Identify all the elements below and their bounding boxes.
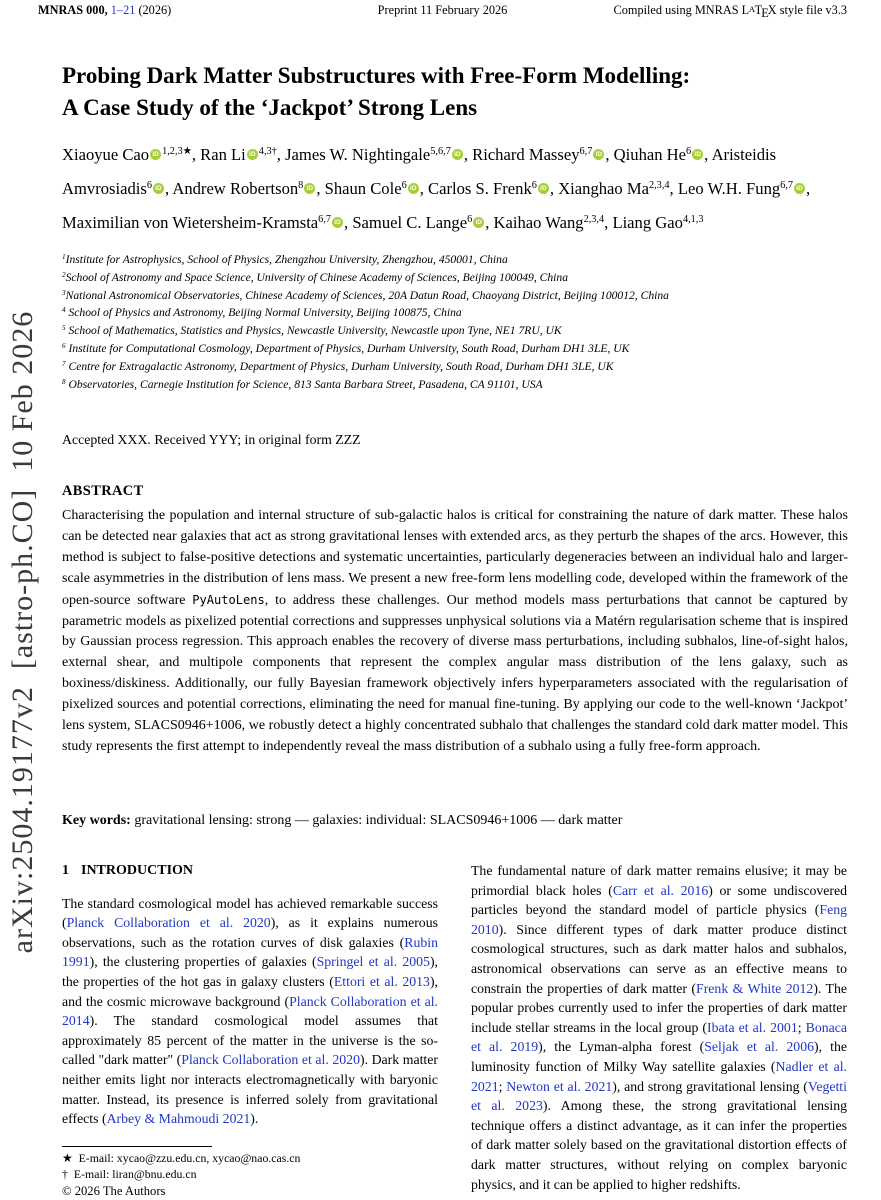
author: Kaihao Wang$^{2,3,4}$,	[493, 213, 613, 232]
author	[612, 213, 703, 232]
text-run: The standard cosmological model has achieved remarkable success (	[62, 895, 438, 931]
author-name: Maximilian von Wietersheim-Kramsta	[62, 213, 319, 232]
affiliation: $^3$National Astronomical Observatories, Chinese Academy of Sciences, 20A Datun Road, Chaoyang District, Beijing 100012, China	[62, 288, 669, 302]
keywords-text: gravitational lensing: strong — galaxies: individual: SLACS0946+1006 — dark matter	[130, 813, 623, 828]
text-run: ), the luminosity function of Milky Way satellite galaxies (	[471, 1039, 847, 1074]
code-text: PyAutoLens	[192, 592, 265, 607]
author-name: Samuel C. Lange	[352, 213, 468, 232]
affiliation-number: 3	[62, 288, 66, 297]
journal-ref	[38, 3, 378, 18]
affiliation: $^1$Institute for Astrophysics, School of Physics, Zhengzhou University, Zhengzhou, 450001, China	[62, 253, 508, 266]
author-affil-sup: 8	[298, 180, 304, 192]
author-affil-sup: 1,2,3★	[162, 146, 192, 158]
affiliation: $^6$ Institute for Computational Cosmology, Department of Physics, Durham University, South Road, Durham DH1 3LE, UK	[62, 341, 630, 355]
affiliation: $^8$ Observatories, Carnegie Institution for Science, 813 Santa Barbara Street, Pasadena, CA 91101, USA	[62, 377, 543, 391]
author-name: Liang Gao	[612, 213, 683, 232]
text-run: ;	[498, 1078, 507, 1094]
right-column	[471, 861, 847, 1194]
abstract-heading: ABSTRACT	[62, 483, 144, 499]
author: Andrew Robertson$^8$ iD ,	[172, 179, 325, 198]
affiliation: $^4$ School of Physics and Astronomy, Beijing Normal University, Beijing 100875, China	[62, 306, 462, 320]
citation-link[interactable]: Vegetti et al. 2023	[471, 1078, 847, 1114]
citation-link[interactable]: Rubin 1991	[62, 934, 438, 970]
author-affil-sup: 6,7	[780, 180, 794, 192]
author-name: Xianghao Ma	[558, 179, 649, 198]
footnote-email-2	[62, 1167, 438, 1183]
affiliation-number: 1	[62, 253, 66, 262]
author-list	[62, 139, 852, 241]
orcid-icon[interactable]: iD	[473, 217, 484, 228]
citation-link[interactable]: Carr et al. 2016	[612, 882, 709, 898]
author-affil-sup: 6	[467, 214, 473, 226]
author-affil-sup: 6	[686, 146, 692, 158]
citation-link[interactable]: Feng 2010	[471, 902, 847, 937]
journal-year: (2026)	[138, 3, 172, 17]
text-run: ), as it explains numerous observations, such as the rotation curves of disk galaxies (	[62, 915, 438, 950]
left-column	[62, 861, 438, 1194]
affiliation: $^2$School of Astronomy and Space Science, University of Chinese Academy of Sciences, Beijing 100049, China	[62, 270, 568, 284]
author-name: Shaun Cole	[324, 179, 402, 198]
author: Shaun Cole$^6$ iD ,	[324, 179, 429, 198]
author-name: Leo W.H. Fung	[677, 179, 781, 198]
citation-link[interactable]: Ibata et al. 2001	[707, 1019, 798, 1035]
text-run: ). Since different types of dark matter produce distinct cosmological structures, such as dark matter halos and subhalos, astronomical observations can serve as an effective means to constrain the properties of dark matter (	[471, 921, 847, 996]
keywords-label: Key words:	[62, 813, 131, 828]
author-affil-sup: 2,3,4	[583, 214, 605, 226]
footnote-text: E-mail: xycao@zzu.edu.cn, xycao@nao.cas.cn	[78, 1151, 301, 1165]
author: Carlos S. Frenk$^6$ iD ,	[428, 179, 559, 198]
citation-link[interactable]: Arbey & Mahmoudi 2021	[106, 1111, 251, 1127]
preprint-date: Preprint 11 February 2026	[377, 3, 508, 17]
text-run: ). The standard cosmological model assumes that approximately 85 percent of the matter in the universe is the so-called "dark matter" (	[62, 1013, 438, 1068]
citation-link[interactable]: Bonaca et al. 2019	[471, 1019, 847, 1055]
compiled-note: Compiled using MNRAS $L^ATEX$ style file v3.3	[613, 3, 848, 20]
orcid-icon[interactable]: iD	[452, 149, 463, 160]
author-affil-sup: 6	[146, 180, 152, 192]
orcid-icon[interactable]: iD	[593, 149, 604, 160]
text-run: ).	[250, 1111, 259, 1127]
affiliation-number: 8	[62, 377, 66, 386]
footnote-marker-star: ★	[62, 1151, 73, 1165]
keywords-line	[62, 813, 848, 829]
author-affil-sup: 6,7	[318, 214, 332, 226]
citation-link[interactable]: Frenk & White 2012	[696, 980, 814, 996]
author: Xiaoyue Cao iD $^{1,2,3★}$,	[62, 145, 201, 164]
copyright-footer: © 2026 The Authors	[62, 1184, 166, 1198]
text-run: ), and the cosmic microwave background (	[62, 973, 438, 1009]
author-name: Carlos S. Frenk	[428, 179, 532, 198]
dates-line: Accepted XXX. Received YYY; in original form ZZZ	[62, 432, 361, 447]
footnotes	[62, 1146, 438, 1182]
body-columns	[62, 861, 848, 1194]
section-heading-introduction	[62, 861, 438, 881]
author: Samuel C. Lange$^6$ iD ,	[352, 213, 494, 232]
text-run: ), the properties of the hot gas in galaxy clusters (	[62, 954, 438, 989]
page-title	[62, 60, 848, 124]
orcid-icon[interactable]: iD	[332, 217, 343, 228]
affiliation-number: 7	[62, 359, 66, 368]
author-name: Richard Massey	[472, 145, 580, 164]
text-run: ) or some undiscovered particles beyond the standard model of particle physics (	[471, 882, 848, 918]
text-run: ). Among these, the strong gravitational lensing technique offers a distinct advantage, as it can infer the properties of dark matter solely based on the gravitational distortion effects of dark matter structures, without relying on complex baryonic physics, and it can be applied to higher redshifts.	[471, 1098, 848, 1192]
author: Ran Li iD $^{4,3\dagger}$,	[200, 145, 286, 164]
author-name: Aristeidis Amvrosiadis	[62, 145, 777, 198]
affiliation-number: 4	[62, 306, 66, 315]
footnote-marker-dagger: †	[62, 1166, 68, 1181]
author-affil-sup: 4,3†	[258, 146, 277, 158]
author-name: Xiaoyue Cao	[62, 145, 150, 164]
affiliation-number: 6	[62, 342, 66, 351]
author-name: Qiuhan He	[613, 145, 687, 164]
text-run: Characterising the population and internal structure of sub-galactic halos is critical for constraining the nature of dark matter. These halos can be detected near galaxies that act as strong gravitational lenses with extended arcs, as they perturb the shapes of the arcs. However, this method is subject to false-positive detections and systematic uncertainties, particularly degeneracies between an individual halo and larger-scale asymmetries in the distribution of lens mass. We present a new free-form lens modelling code, developed within the framework of the open-source software	[62, 508, 848, 608]
footnote-text: E-mail: liran@bnu.edu.cn	[73, 1166, 197, 1181]
footnote-rule	[62, 1146, 212, 1147]
author: Qiuhan He$^6$ iD ,	[613, 145, 712, 164]
citation-link[interactable]: Planck Collaboration et al. 2020	[66, 915, 271, 931]
author-name: James W. Nightingale	[285, 145, 431, 164]
text-run: ;	[797, 1019, 806, 1035]
author-affil-sup: 5,6,7	[430, 146, 451, 158]
affiliation-list	[62, 252, 848, 394]
orcid-icon[interactable]: iD	[538, 183, 549, 194]
author: Maximilian von Wietersheim-Kramsta$^{6,7}$ iD ,	[62, 213, 353, 232]
citation-link[interactable]: Planck Collaboration et al. 2014	[62, 993, 438, 1029]
author-affil-sup: 2,3,4	[648, 180, 670, 192]
author-name: Kaihao Wang	[493, 213, 584, 232]
orcid-icon[interactable]: iD	[247, 149, 258, 160]
footnote-email-1	[62, 1151, 438, 1167]
text-run: The fundamental nature of dark matter remains elusive; it may be primordial black holes (	[471, 863, 847, 898]
text-run: , to address these challenges. Our method models mass perturbations that cannot be captured by parametric models as pixelized potential corrections and suppresses unphysical solutions via a Matérn regularisation scheme that is inspired by Gaussian process regression. This approach enables the recovery of diverse mass perturbations, including subhalos, line-of-sight halos, external shear, and multipole components that represent the complex angular mass distribution of the lens galaxy, such as boxiness/diskiness. Additionally, our fully Bayesian framework objectively infers hyperparameters associated with the regularisation of pixelized sources and potential corrections, eliminating the need for manual fine-tuning. By applying our code to the well-known ‘Jackpot’ lens system, SLACS0946+1006, we robustly detect a highly concentrated subhalo that challenges the standard cold dark matter model. This study represents the first attempt to independently reveal the mass distribution of a subhalo using a fully free-form approach.	[62, 592, 848, 754]
page-range-link[interactable]: 1–21	[110, 3, 136, 17]
author-name: Andrew Robertson	[172, 179, 299, 198]
citation-link[interactable]: Planck Collaboration et al. 2020	[181, 1052, 360, 1068]
abstract-body	[62, 506, 848, 758]
author-affil-sup: 6	[401, 180, 407, 192]
citation-link[interactable]: Newton et al. 2021	[506, 1078, 613, 1094]
orcid-icon[interactable]: iD	[153, 183, 164, 194]
citation-link[interactable]: Nadler et al. 2021	[471, 1058, 847, 1094]
text-run: ). Dark matter neither emits light nor interacts electromagnetically with baryonic matter. Instead, its presence is inferred solely from gravitational effects (	[62, 1052, 438, 1127]
author-affil-sup: 6,7	[579, 146, 593, 158]
text-run: ), the clustering properties of galaxies (	[89, 954, 317, 970]
affiliation: $^5$ School of Mathematics, Statistics and Physics, Newcastle University, Newcastle upon Tyne, NE1 7RU, UK	[62, 324, 562, 338]
author: Leo W.H. Fung$^{6,7}$ iD ,	[677, 179, 811, 198]
text-run: ), the Lyman-alpha forest (	[538, 1039, 705, 1055]
citation-link[interactable]: Springel et al. 2005	[316, 954, 430, 970]
title-line-2: A Case Study of the ‘Jackpot’ Strong Lens	[62, 95, 478, 120]
affiliation: $^7$ Centre for Extragalactic Astronomy, Department of Physics, Durham University, South Road, Durham DH1 3LE, UK	[62, 359, 614, 373]
author: Xianghao Ma$^{2,3,4}$,	[558, 179, 678, 198]
journal-name: MNRAS 000,	[38, 3, 108, 17]
title-line-1: Probing Dark Matter Substructures with Free-Form Modelling:	[62, 63, 691, 88]
text-run: ), and strong gravitational lensing (	[612, 1078, 808, 1094]
section-number: 1	[62, 863, 69, 878]
orcid-icon[interactable]: iD	[692, 149, 703, 160]
orcid-icon[interactable]: iD	[150, 149, 161, 160]
section-title: INTRODUCTION	[81, 863, 194, 878]
author-name: Ran Li	[200, 145, 246, 164]
intro-paragraph-right	[471, 861, 847, 1194]
arxiv-stamp: arXiv:2504.19177v2 [astro-ph.CO] 10 Feb 2026	[6, 310, 39, 954]
orcid-icon[interactable]: iD	[408, 183, 419, 194]
affiliation-number: 2	[62, 270, 66, 279]
orcid-icon[interactable]: iD	[304, 183, 315, 194]
affiliation-number: 5	[62, 324, 66, 333]
author: Aristeidis Amvrosiadis$^6$ iD ,	[62, 145, 777, 198]
author: James W. Nightingale$^{5,6,7}$ iD ,	[285, 145, 473, 164]
citation-link[interactable]: Seljak et al. 2006	[704, 1039, 814, 1055]
text-run: ). The popular probes currently used to infer the properties of dark matter include stellar streams in the local group (	[471, 980, 847, 1035]
intro-paragraph-left	[62, 894, 438, 1129]
author-affil-sup: 4,1,3	[682, 214, 704, 226]
running-header	[38, 3, 847, 21]
author-affil-sup: 6	[531, 180, 537, 192]
citation-link[interactable]: Ettori et al. 2013	[333, 973, 430, 989]
orcid-icon[interactable]: iD	[794, 183, 805, 194]
author: Richard Massey$^{6,7}$ iD ,	[472, 145, 614, 164]
